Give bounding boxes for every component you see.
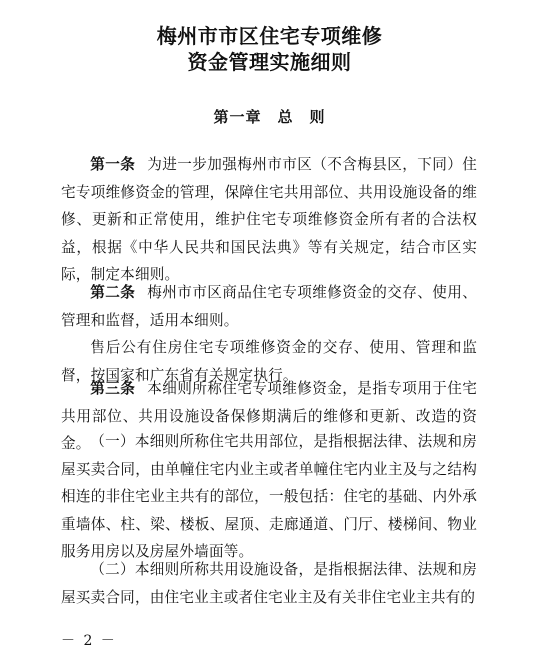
chapter-name: 总 则 — [277, 108, 326, 126]
paragraph-item-1 — [61, 428, 477, 566]
article-label: 第二条 — [90, 284, 136, 301]
chapter-number: 第一章 — [213, 108, 262, 126]
paragraph-text: （二）本细则所称共用设施设备，是指根据法律、法规和房屋买卖合同，由住宅业主或者住宅业主及有关非住宅业主共有的 — [61, 561, 477, 606]
article-label: 第一条 — [90, 156, 136, 173]
document-title-line-2: 资金管理实施细则 — [187, 50, 352, 74]
page-number: － 2 － — [61, 633, 117, 649]
paragraph-item-2 — [61, 556, 477, 611]
paragraph-text: 为进一步加强梅州市市区（不含梅县区，下同）住宅专项维修资金的管理，保障住宅共用部位、共用设施设备的维修、更新和正常使用，维护住宅专项维修资金所有者的合法权益，根据《中华人民共和国民法典》等有关规定，结合市区实际，制定本细则。 — [61, 156, 478, 283]
paragraph-text: 售后公有住房住宅专项维修资金的交存、使用、管理和监督，按国家和广东省有关规定执行。 — [61, 339, 477, 384]
paragraph-text: 本细则所称住宅专项维修资金，是指专项用于住宅共用部位、共用设施设备保修期满后的维修和更新、改造的资金。 — [61, 380, 478, 452]
paragraph-article-2 — [61, 279, 477, 334]
paragraph-text: （一）本细则所称住宅共用部位，是指根据法律、法规和房屋买卖合同，由单幢住宅内业主或者单幢住宅内业主及与之结构相连的非住宅业主共有的部位，一般包括：住宅的基础、内外承重墙体、柱、梁、楼板、屋顶、走廊通道、门厅、楼梯间、物业服务用房以及房屋外墙面等。 — [61, 433, 477, 560]
paragraph-text: 梅州市市区商品住宅专项维修资金的交存、使用、管理和监督，适用本细则。 — [61, 284, 478, 329]
paragraph-article-1 — [61, 151, 477, 289]
article-label: 第三条 — [90, 380, 136, 397]
document-title-line-1: 梅州市市区住宅专项维修 — [156, 24, 383, 48]
chapter-heading — [0, 106, 539, 127]
